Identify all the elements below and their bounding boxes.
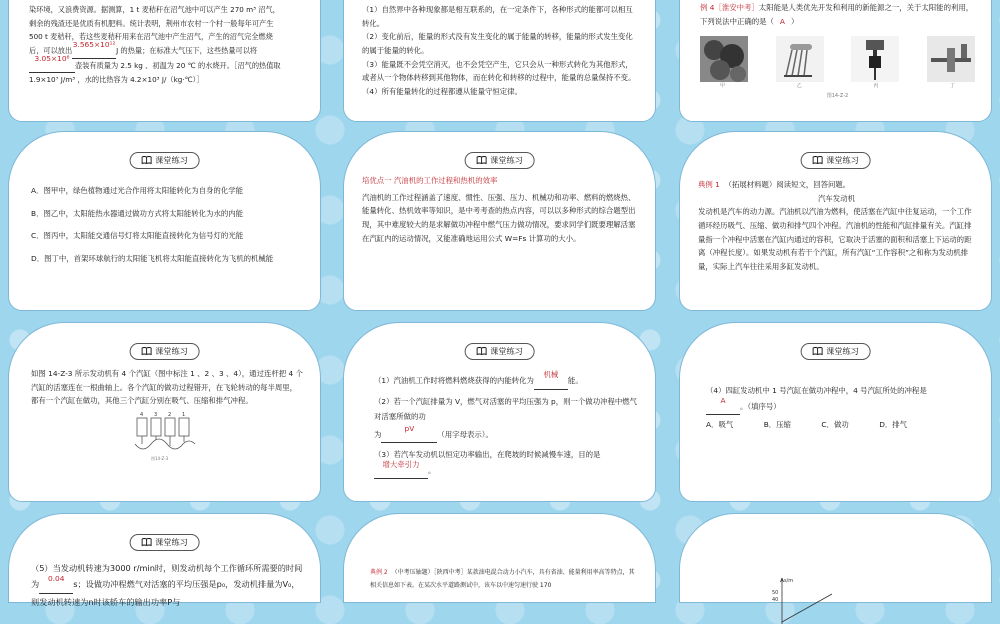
solar-traffic-light-photo bbox=[851, 36, 899, 82]
s5-body: 汽油机的工作过程涵盖了速度、惯性、压强、压力、机械功和功率、燃料的燃烧热、能量转化、热机效率等知识，是中考考查的热点内容，可以以多种形式的综合题型出现，其中难度较大的是求解做功冲程中燃气压力做功情况，要求同学们既要理解活塞在汽缸内的运动情况，又能准确地运用公式 W=Fs 计算功的大小。 bbox=[362, 192, 636, 243]
class-practice-badge bbox=[464, 152, 535, 169]
option-c: C．图丙中，太阳能交通信号灯将太阳能直接转化为信号灯的光能 bbox=[31, 231, 244, 241]
s6-title: 汽车发动机 bbox=[818, 193, 855, 203]
class-practice-label: 课堂练习 bbox=[155, 346, 188, 356]
slide-11[interactable] bbox=[343, 513, 656, 603]
slide-7[interactable] bbox=[8, 322, 321, 502]
s6-intro-text: （拓展材料题）阅读短文，回答问题。 bbox=[724, 180, 851, 189]
s1-answer-1-text: 3.565×10¹² bbox=[72, 39, 116, 49]
s8-q2: （2）若一个汽缸排量为 V，燃气对活塞的平均压强为 p，则一个做功冲程中燃气对活塞所做的功 bbox=[374, 396, 638, 422]
slide-2[interactable] bbox=[343, 0, 656, 122]
s3-answer: A bbox=[779, 16, 785, 26]
engine-figure bbox=[131, 410, 203, 462]
distance-time-graph bbox=[762, 574, 882, 624]
class-practice-label: 课堂练习 bbox=[490, 155, 523, 165]
s8-answer-2-text: pV bbox=[404, 423, 415, 433]
s8-q3: （3）若汽车发动机以恒定功率输出，在爬坡的时候减慢车速，目的是 bbox=[374, 450, 601, 460]
s9-option-a: A．吸气 bbox=[706, 420, 734, 430]
s8-q3b: 。 bbox=[428, 465, 436, 475]
slide-9-text bbox=[706, 383, 975, 433]
slide-1[interactable] bbox=[8, 0, 321, 122]
s10-q5b: s；设做功冲程燃气对活塞的平均压强是p₀，发动机排量为V₀，则发动机转速为n时该轿车的输出功率P与 bbox=[31, 579, 300, 607]
s1-answer-2 bbox=[29, 54, 75, 74]
s3-fig-labels bbox=[700, 82, 975, 91]
s10-answer-5 bbox=[39, 576, 73, 593]
s8-q2b: 为 bbox=[374, 429, 382, 439]
slide-5[interactable] bbox=[343, 131, 656, 311]
graph-tick-40: 40 bbox=[772, 597, 779, 603]
s8-q2c: （用字母表示）。 bbox=[437, 429, 493, 439]
slide-12[interactable] bbox=[679, 513, 992, 603]
class-practice-label: 课堂练习 bbox=[155, 155, 188, 165]
graph-tick-50: 50 bbox=[772, 590, 779, 596]
s2-p4: （4）所有能量转化的过程都遵从能量守恒定律。 bbox=[362, 87, 522, 97]
s11-tag: 典例 2 bbox=[370, 569, 388, 576]
slide-10[interactable] bbox=[8, 513, 321, 607]
s8-answer-3 bbox=[374, 459, 428, 480]
s3-question-end: ） bbox=[790, 16, 799, 26]
s2-p3: （3）能量既不会凭空消灭，也不会凭空产生，它只会从一种形式转化为其他形式，或者从一个物体转移到其他物体，而在转化和转移的过程中，能量的总量保持不变。 bbox=[362, 59, 636, 83]
s2-p2: （2）变化前后，能量的形式没有发生变化的属于能量的转移，能量的形式发生变化的属于能量的转化。 bbox=[362, 32, 633, 56]
option-a: A．图甲中，绿色植物通过光合作用将太阳能转化为自身的化学能 bbox=[31, 186, 243, 195]
fig-label-4: 丁 bbox=[949, 83, 955, 90]
s3-fig-caption: 图14-Z-2 bbox=[826, 92, 849, 99]
s3-tag: 例 4［淮安中考］ bbox=[700, 3, 759, 12]
s9-answer-4-text: A bbox=[720, 395, 726, 405]
class-practice-badge bbox=[129, 343, 200, 360]
s7-body: 如图 14-Z-3 所示发动机有 4 个汽缸（图中标注 1 、2 、3 、4），通过连杆把 4 个汽缸的活塞连在一根曲轴上。各个汽缸的做功过程错开，在飞轮转动的每半周里，都有一个汽缸在做功，其他三个汽缸分别在吸气、压缩和排气冲程。 bbox=[31, 369, 303, 406]
book-icon bbox=[812, 156, 822, 164]
plant-photo bbox=[700, 36, 748, 82]
book-icon bbox=[141, 347, 151, 355]
slide-8[interactable] bbox=[343, 322, 656, 502]
slide-10-text bbox=[31, 560, 304, 610]
slide-6-text bbox=[698, 178, 975, 274]
s6-tag: 典例 1 bbox=[698, 180, 720, 189]
cyl-label-3: 3 bbox=[154, 412, 158, 419]
book-icon bbox=[141, 538, 151, 546]
s1-answer-1 bbox=[72, 39, 116, 59]
s9-option-b: B．压缩 bbox=[763, 420, 791, 430]
s1-answer-2-text: 3.05×10⁶ bbox=[34, 54, 70, 64]
s8-answer-1-text: 机械 bbox=[543, 370, 559, 379]
s8-answer-2 bbox=[381, 423, 437, 444]
class-practice-badge bbox=[464, 343, 535, 360]
book-icon bbox=[141, 156, 151, 164]
class-practice-badge bbox=[129, 534, 200, 551]
s1-line2: 剩余的残渣还是优质有机肥料。统计表明，荆州市农村一个村一般每年可产生 bbox=[29, 18, 274, 28]
s8-q1b: 能。 bbox=[567, 376, 583, 385]
s10-q5a: （5）当发动机转速为3000 r/min时，则发动机每个工作循环所需要的时间为 bbox=[31, 563, 303, 590]
s10-answer-5-text: 0.04 bbox=[47, 574, 65, 583]
fig-label-3: 丙 bbox=[873, 83, 879, 90]
s7-fig-caption: 图14-Z-3 bbox=[151, 456, 169, 462]
book-icon bbox=[476, 156, 486, 164]
graph-y-label: s/m bbox=[784, 578, 794, 584]
s8-q2-line2 bbox=[374, 423, 639, 444]
s6-body: 发动机是汽车的动力源。汽油机以汽油为燃料，使活塞在汽缸中往复运动，一个工作循环经历吸气、压缩、做功和排气四个冲程。汽油机的性能和汽缸排量有关。汽缸排量指一个冲程中活塞在汽缸内通过的容积，它取决于活塞的面积和活塞上下运动的距离（冲程长度）。如果发动机有若干个汽缸，所有汽缸“工作容积”之和称为发动机排量，实际上汽车往往采用多缸发动机。 bbox=[698, 207, 972, 272]
s8-answer-1 bbox=[534, 370, 568, 390]
s9-option-c: C．做功 bbox=[821, 420, 849, 430]
slide-5-text bbox=[362, 174, 639, 245]
cyl-label-4: 4 bbox=[140, 412, 144, 419]
slide-4[interactable] bbox=[8, 131, 321, 311]
slide-2-text bbox=[362, 3, 639, 99]
s5-heading: 培优点一 汽油机的工作过程和热机的效率 bbox=[362, 176, 498, 185]
s8-q1 bbox=[374, 370, 639, 390]
slide-3[interactable] bbox=[679, 0, 992, 122]
class-practice-label: 课堂练习 bbox=[490, 346, 523, 356]
s1-line5 bbox=[29, 54, 304, 74]
book-icon bbox=[476, 347, 486, 355]
s11-text bbox=[370, 566, 639, 592]
slide-11-text bbox=[370, 566, 639, 592]
slide-1-text bbox=[29, 3, 304, 87]
s3-question-text: 太阳能是人类优先开发和利用的新能源之一，关于太阳能的利用，下列说法中正确的是（ bbox=[700, 3, 974, 26]
s1-line4b: J 的热量；在标准大气压下，这些热量可以将 bbox=[116, 46, 258, 56]
slide-9[interactable] bbox=[679, 322, 992, 502]
cyl-label-2: 2 bbox=[168, 412, 172, 419]
s6-intro bbox=[698, 178, 975, 192]
cyl-label-1: 1 bbox=[182, 412, 186, 419]
class-practice-label: 课堂练习 bbox=[826, 155, 859, 165]
slide-3-text bbox=[700, 1, 975, 101]
solar-airplane-photo bbox=[927, 36, 975, 82]
slide-7-text bbox=[31, 367, 304, 462]
s9-option-d: D．排气 bbox=[879, 420, 908, 430]
option-d: D．图丁中，首架环球航行的太阳能飞机将太阳能直接转化为飞机的机械能 bbox=[31, 254, 274, 264]
solar-water-heater-photo bbox=[776, 36, 824, 82]
fig-label-1: 甲 bbox=[720, 83, 726, 90]
s9-answer-4 bbox=[706, 395, 740, 416]
s3-question bbox=[700, 1, 975, 28]
s3-figures bbox=[700, 36, 975, 82]
class-practice-label: 课堂练习 bbox=[826, 346, 859, 356]
s1-line4a: 后，可以放出 bbox=[29, 46, 73, 56]
s8-q3-line2 bbox=[374, 459, 639, 480]
s9-q4-line2 bbox=[706, 395, 975, 416]
class-practice-label: 课堂练习 bbox=[155, 537, 188, 547]
s9-q4: （4）四缸发动机中 1 号汽缸在做功冲程中，4 号汽缸所处的冲程是 bbox=[706, 386, 927, 395]
s1-line3: 500 t 麦秸秆，若这些麦秸秆用来在沼气池中产生沼气，产生的沼气完全燃烧 bbox=[29, 32, 273, 42]
class-practice-badge bbox=[800, 343, 871, 360]
slide-4-text bbox=[31, 184, 304, 266]
class-practice-badge bbox=[800, 152, 871, 169]
slide-8-text bbox=[374, 370, 639, 479]
s9-q4b: 。（填序号） bbox=[740, 401, 781, 411]
s9-options bbox=[706, 417, 975, 433]
s1-line6: 1.9×10⁷ J/m³ ，水的比热容为 4.2×10³ J/（kg·℃）］ bbox=[29, 75, 204, 85]
fig-label-2: 乙 bbox=[796, 83, 802, 90]
slide-6[interactable] bbox=[679, 131, 992, 311]
s2-p1: （1）自然界中各种现象都是相互联系的，在一定条件下，各种形式的能都可以相互转化。 bbox=[362, 5, 633, 28]
book-icon bbox=[812, 347, 822, 355]
s1-line1: 染环境，又浪费资源。据测算，1 t 麦秸秆在沼气池中可以产生 270 m³ 沼气， bbox=[29, 5, 280, 14]
s1-line5b: 壶装有质量为 2.5 kg 、初温为 20 ℃ 的水烧开。［沼气的热值取 bbox=[75, 60, 281, 70]
s11-body: （中考压轴题）［陕西中考］某款油电混合动力小汽车，具有省油、能量利用率高等特点，其相关信息如下表。在某次水平道路测试中，该车以中速匀速行驶 170 bbox=[370, 569, 635, 590]
s10-q5 bbox=[31, 560, 304, 610]
s8-q1a: （1）汽油机工作时将燃料燃烧获得的内能转化为 bbox=[374, 376, 534, 385]
s8-answer-3-text: 增大牵引力 bbox=[382, 459, 420, 469]
class-practice-badge bbox=[129, 152, 200, 169]
option-b: B．图乙中，太阳能热水器通过做功方式将太阳能转化为水的内能 bbox=[31, 208, 244, 218]
